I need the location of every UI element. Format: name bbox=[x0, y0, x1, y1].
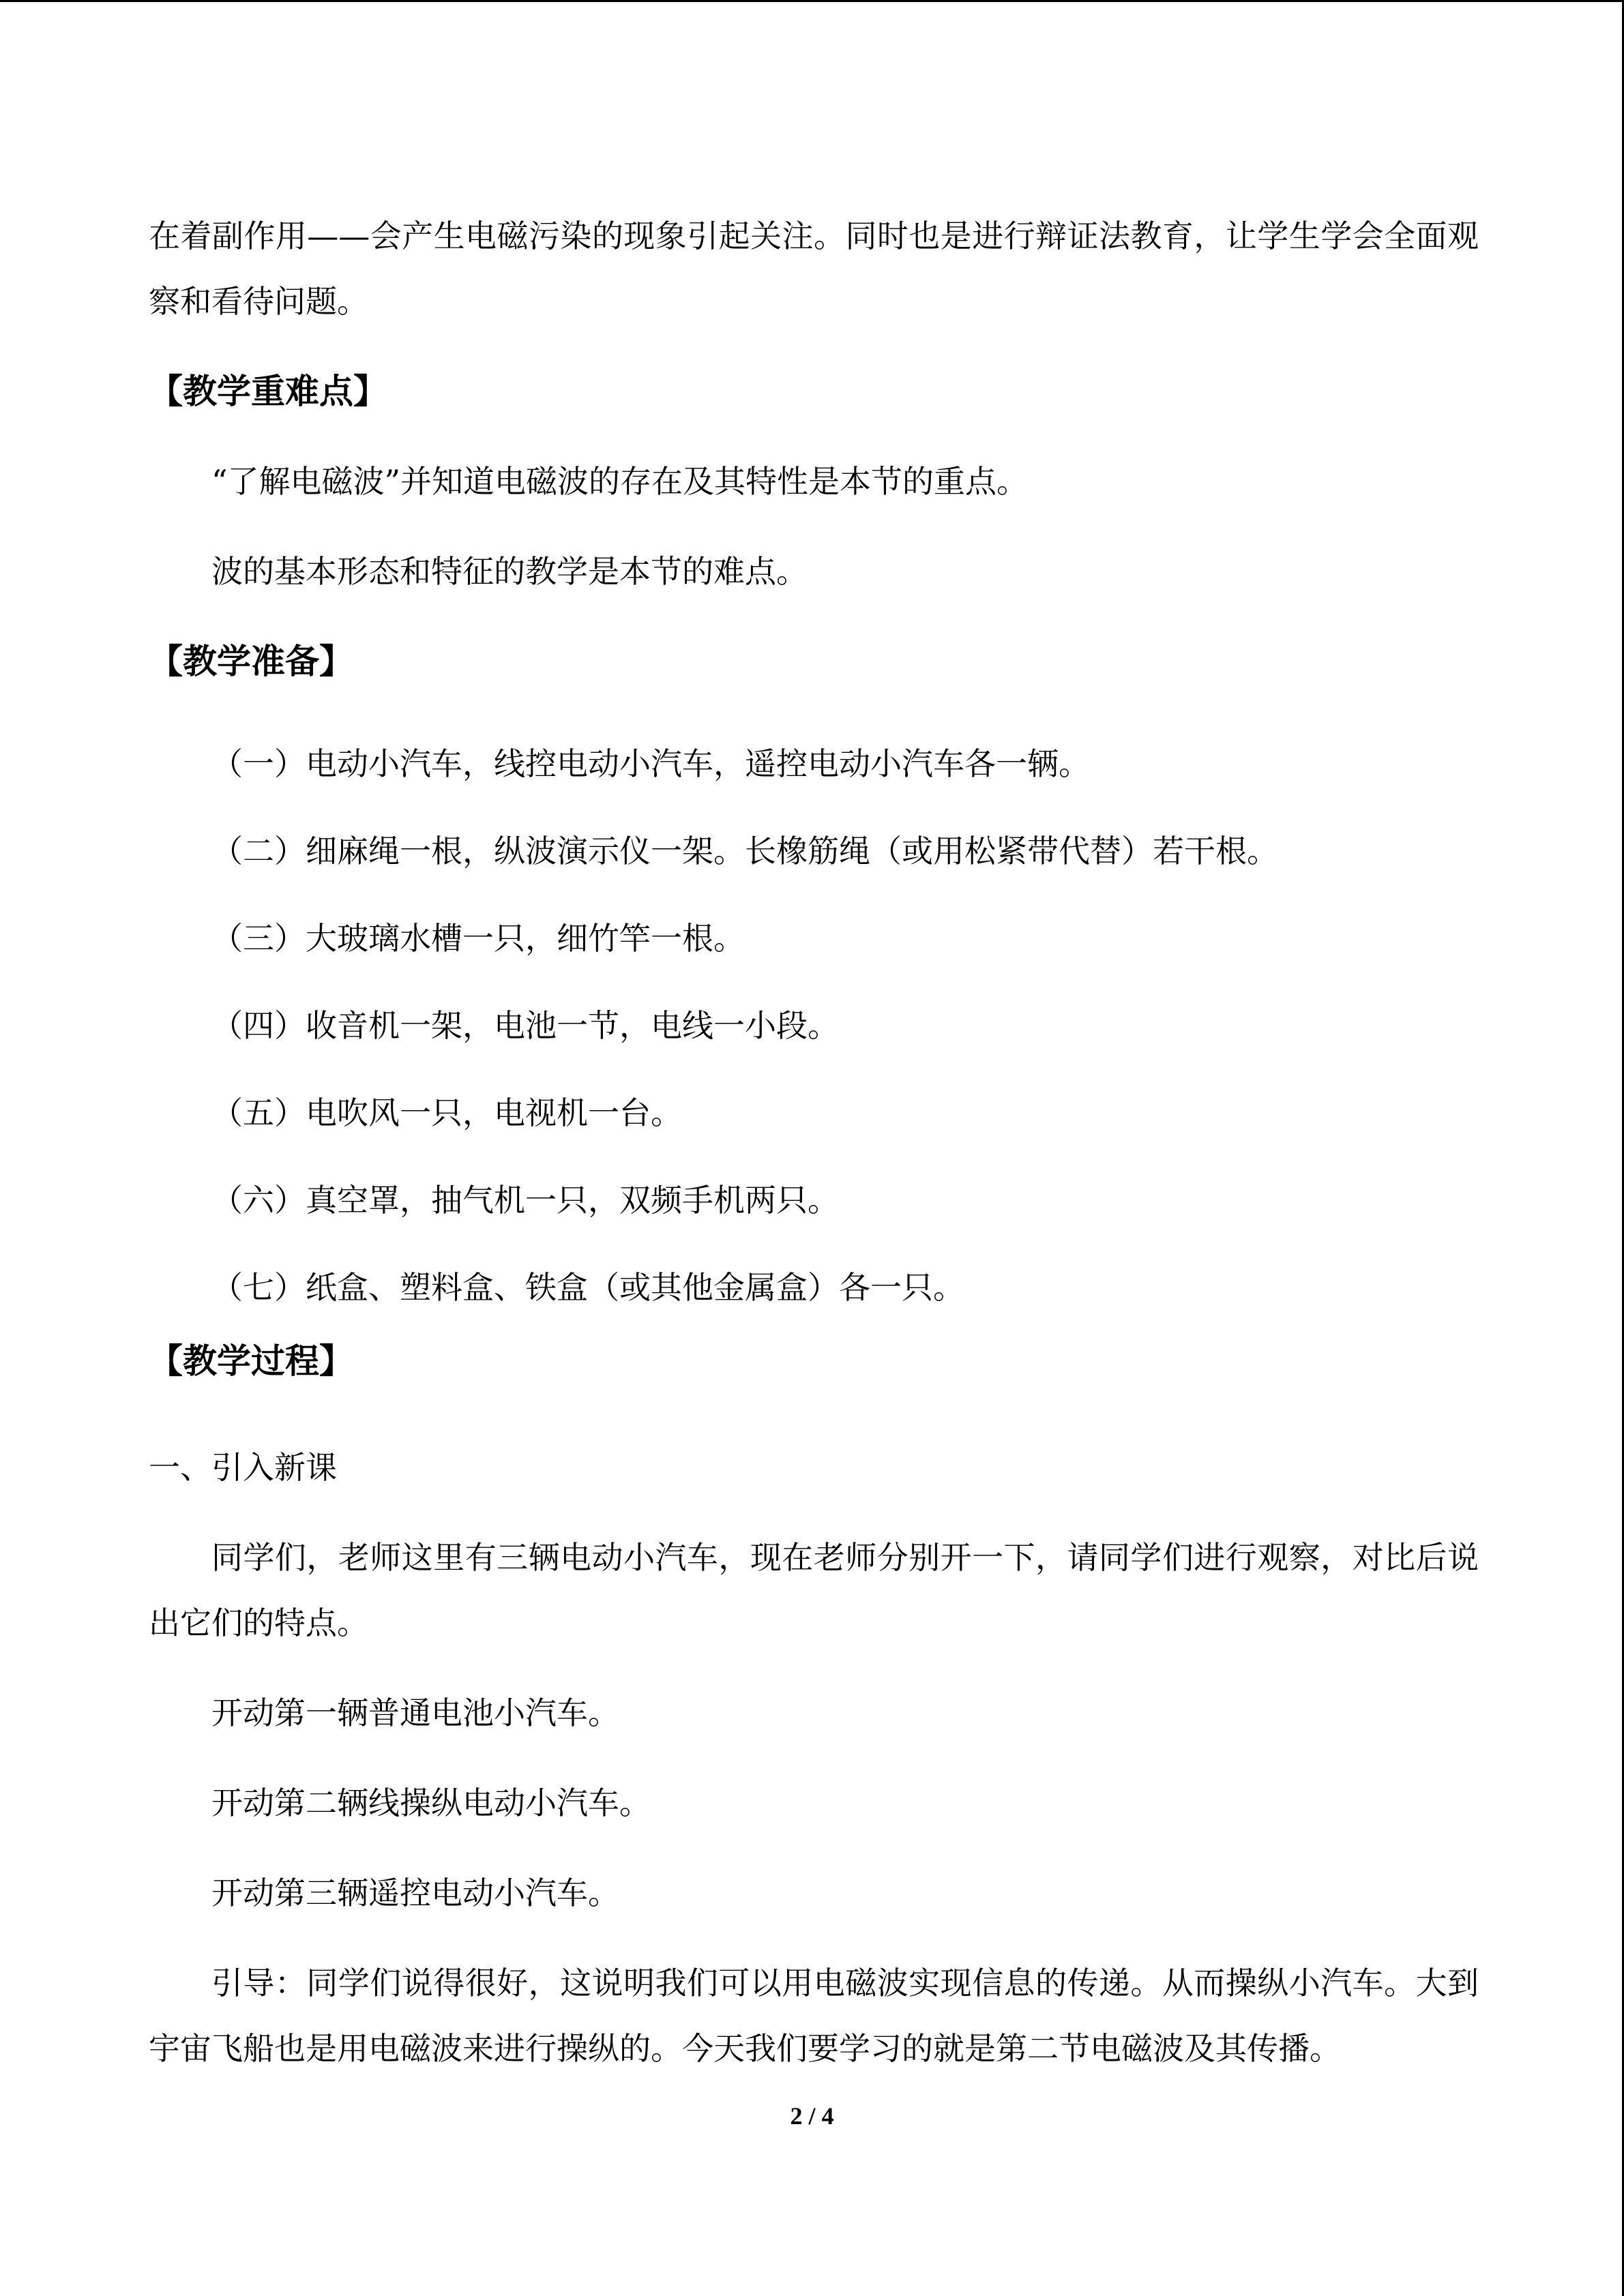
page-number: 2 / 4 bbox=[790, 2102, 834, 2130]
preparation-heading: 【教学准备】 bbox=[149, 642, 353, 681]
preparation-item: （一）电动小汽车，线控电动小汽车，遥控电动小汽车各一辆。 bbox=[211, 745, 1090, 782]
preparation-item: （四）收音机一架，电池一节，电线一小段。 bbox=[211, 1007, 839, 1044]
process-paragraph: 开动第三辆遥控电动小汽车。 bbox=[211, 1875, 619, 1911]
process-paragraph: 同学们，老师这里有三辆电动小汽车，现在老师分别开一下，请同学们进行观察，对比后说出它们的特点。 bbox=[149, 1539, 1479, 1641]
process-paragraph: 引导：同学们说得很好，这说明我们可以用电磁波实现信息的传递。从而操纵小汽车。大到宇宙飞船也是用电磁波来进行操纵的。今天我们要学习的就是第二节电磁波及其传播。 bbox=[149, 1965, 1479, 2067]
process-paragraph: 开动第二辆线操纵电动小汽车。 bbox=[211, 1785, 651, 1821]
preparation-item: （六）真空罩，抽气机一只，双频手机两只。 bbox=[211, 1182, 839, 1219]
process-paragraph: 开动第一辆普通电池小汽车。 bbox=[211, 1695, 619, 1731]
intro-continued-paragraph: 在着副作用——会产生电磁污染的现象引起关注。同时也是进行辩证法教育，让学生学会全面观察和看待问题。 bbox=[149, 218, 1479, 320]
key-points-heading: 【教学重难点】 bbox=[149, 372, 387, 411]
preparation-item: （七）纸盒、塑料盒、铁盒（或其他金属盒）各一只。 bbox=[211, 1269, 964, 1306]
process-subheading: 一、引入新课 bbox=[149, 1449, 337, 1486]
preparation-item: （五）电吹风一只，电视机一台。 bbox=[211, 1094, 682, 1131]
process-heading: 【教学过程】 bbox=[149, 1341, 353, 1381]
page-top-border bbox=[0, 0, 1624, 2]
document-page bbox=[149, 203, 1479, 2081]
key-point-paragraph: “了解电磁波”并知道电磁波的存在及其特性是本节的重点。 bbox=[211, 463, 1029, 500]
preparation-item: （三）大玻璃水槽一只，细竹竿一根。 bbox=[211, 920, 745, 957]
preparation-item: （二）细麻绳一根，纵波演示仪一架。长橡筋绳（或用松紧带代替）若干根。 bbox=[211, 833, 1278, 869]
difficulty-paragraph: 波的基本形态和特征的教学是本节的难点。 bbox=[211, 553, 808, 590]
